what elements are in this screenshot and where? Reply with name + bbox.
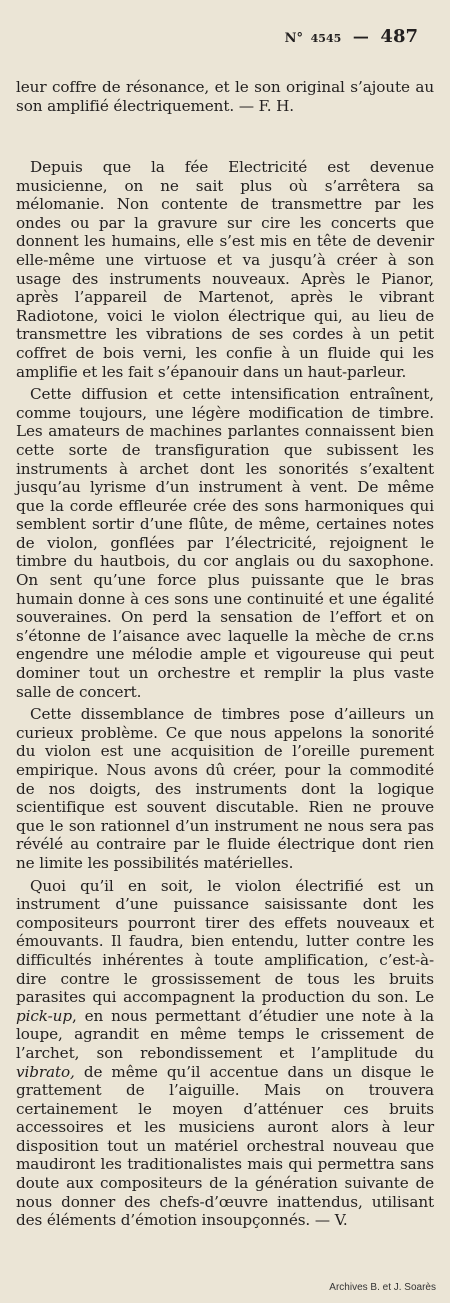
archive-credit: Archives B. et J. Soarès: [329, 1282, 436, 1293]
pick-up-term: pick-up: [16, 1006, 72, 1025]
page-header: [285, 26, 418, 47]
continued-paragraph: leur coffre de résonance, et le son original s’ajoute au son amplifié électriquement. — F. H.: [16, 78, 434, 115]
paragraph-4-part-a: Quoi qu’il en soit, le violon électrifié est un instrument d’une puissance saisissante dont les compositeurs pourront tirer des effets nouveaux et émouvants. Il faudra, bien entendu, lutter contre les difficultés inhérentes à toute amplification, c’est-à-dire contre le grossissement de tous les bruits parasites qui accompagnent la production du son. Le: [16, 876, 434, 1007]
paragraph-4-part-c: de même qu’il accentue dans un disque le grattement de l’aiguille. Mais on trouvera certainement le moyen d’atténuer ces bruits accessoires et les musiciens auront alors à leur disposition tout un matériel orchestral nouveau que maudiront les traditionalistes mais qui permettra sans doute aux compositeurs de la génération suivante de nous donner des chefs-d’œuvre inattendus, utilisant des éléments d’émotion insoupçonnés. — V.: [16, 1062, 434, 1230]
number-sign: N°: [284, 31, 304, 46]
header-dash: —: [352, 27, 369, 46]
article-body: [16, 158, 434, 1234]
paragraph-1: Depuis que la fée Electricité est devenue musicienne, on ne sait plus où s’arrêtera sa mélomanie. Non contente de transmettre par les ondes ou par la gravure sur cire les concerts que donnent les humains, elle s’est mis en tête de devenir elle-même une virtuose et va jusqu’à créer à son usage des instruments nouveaux. Après le Pianor, après l’appareil de Martenot, après le vibrant Radiotone, voici le violon électrique qui, au lieu de transmettre les vibrations de ses cordes à un petit coffret de bois verni, les confie à un fluide qui les amplifie et les fait s’épanouir dans un haut-parleur.: [16, 158, 434, 381]
paragraph-2: Cette diffusion et cette intensification entraînent, comme toujours, une légère modification de timbre. Les amateurs de machines parlantes connaissent bien cette sorte de transfiguration que subissent les instruments à archet dont les sonorités s’exaltent jusqu’au lyrisme d’un instrument à vent. De même que la corde effleurée crée des sons harmoniques qui semblent sortir d’une flûte, de même, certaines notes de violon, gonflées par l’électricité, rejoignent le timbre du hautbois, du cor anglais ou du saxophone. On sent qu’une force plus puissante que le bras humain donne à ces sons une continuité et une égalité souveraines. On perd la sensation de l’effort et on s’étonne de l’aisance avec laquelle la mèche de cr.ns engendre une mélodie ample et vigoureuse qui peut dominer tout un orchestre et remplir la plus vaste salle de concert.: [16, 385, 434, 701]
paragraph-3: Cette dissemblance de timbres pose d’ailleurs un curieux problème. Ce que nous appelons la sonorité du violon est une acquisition de l’oreille purement empirique. Nous avons dû créer, pour la commodité de nos doigts, des instruments dont la logique scientifique est souvent discutable. Rien ne prouve que le son rationnel d’un instrument ne nous sera pas révélé au contraire par le fluide électrique dont rien ne limite les possibilités matérielles.: [16, 705, 434, 872]
paragraph-4-part-b: , en nous permettant d’étudier une note à la loupe, agrandit en même temps le crissement de l’archet, son rebondissement et l’amplitude du: [16, 1006, 434, 1062]
paragraph-4: [16, 877, 434, 1230]
continued-article: [16, 78, 434, 119]
page-number: 487: [380, 26, 418, 47]
issue-number: 4545: [310, 32, 342, 45]
vibrato-term: vibrato,: [16, 1062, 75, 1081]
